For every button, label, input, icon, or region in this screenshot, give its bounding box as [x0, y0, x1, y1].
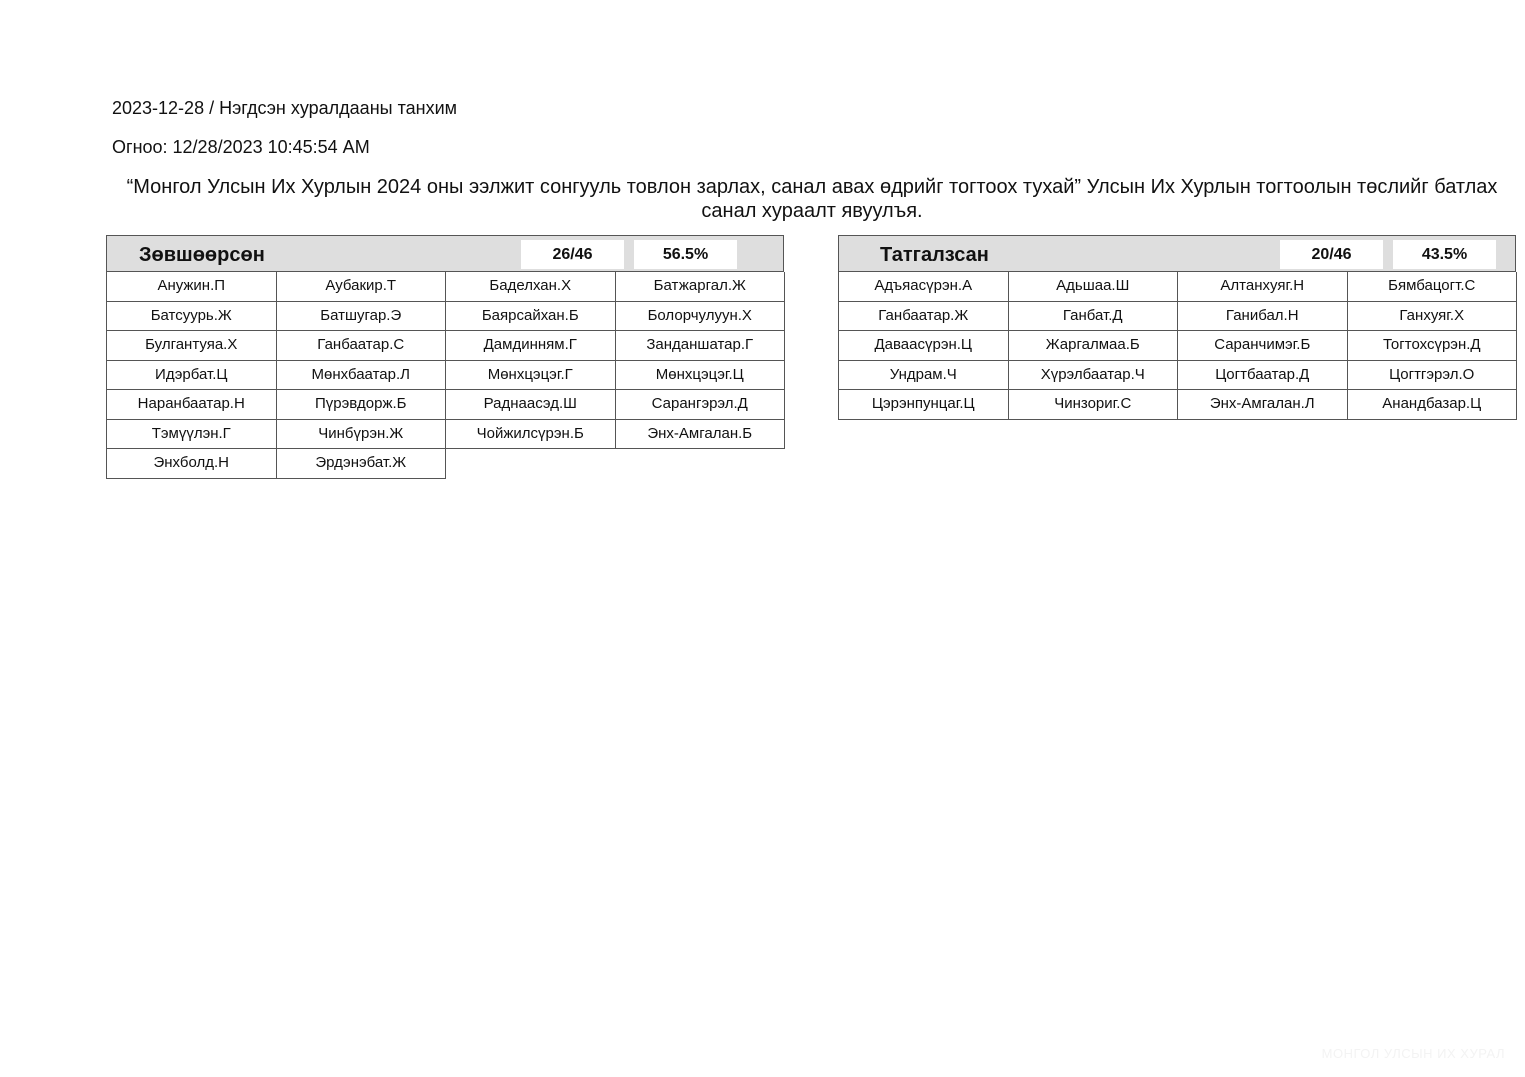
approved-name-cell: Энхболд.Н — [107, 449, 277, 479]
approved-percent: 56.5% — [634, 240, 737, 269]
rejected-label: Татгалзсан — [880, 244, 989, 266]
rejected-name-cell: Цэрэнпунцаг.Ц — [839, 390, 1009, 420]
rejected-name-cell: Цогтгэрэл.О — [1348, 361, 1518, 391]
approved-name-cell: Булгантуяа.Х — [107, 331, 277, 361]
rejected-name-cell: Даваасүрэн.Ц — [839, 331, 1009, 361]
approved-name-cell: Занданшатар.Г — [616, 331, 786, 361]
approved-name-cell: Ганбаатар.С — [277, 331, 447, 361]
approved-count: 26/46 — [521, 240, 624, 269]
approved-name-cell: Болорчулуун.Х — [616, 302, 786, 332]
rejected-name-cell: Алтанхуяг.Н — [1178, 272, 1348, 302]
rejected-count: 20/46 — [1280, 240, 1383, 269]
rejected-name-cell: Жаргалмаа.Б — [1009, 331, 1179, 361]
approved-name-cell: Баярсайхан.Б — [446, 302, 616, 332]
approved-name-cell: Мөнхцэцэг.Г — [446, 361, 616, 391]
approved-name-cell: Тэмүүлэн.Г — [107, 420, 277, 450]
session-date-hall: 2023-12-28 / Нэгдсэн хуралдааны танхим — [112, 98, 457, 118]
approved-name-cell: Наранбаатар.Н — [107, 390, 277, 420]
approved-name-cell: Энх-Амгалан.Б — [616, 420, 786, 450]
rejected-name-cell: Энх-Амгалан.Л — [1178, 390, 1348, 420]
rejected-name-cell: Адъяасүрэн.А — [839, 272, 1009, 302]
approved-header — [106, 235, 784, 272]
rejected-header — [838, 235, 1516, 272]
approved-name-cell: Эрдэнэбат.Ж — [277, 449, 447, 479]
approved-panel — [106, 235, 784, 479]
rejected-name-cell: Ганхуяг.Х — [1348, 302, 1518, 332]
rejected-name-cell: Цогтбаатар.Д — [1178, 361, 1348, 391]
approved-name-cell: Сарангэрэл.Д — [616, 390, 786, 420]
rejected-name-cell: Ганибал.Н — [1178, 302, 1348, 332]
vote-title: “Монгол Улсын Их Хурлын 2024 оны ээлжит сонгууль товлон зарлах, санал авах өдрийг тогтоох тухай” Улсын Их Хурлын тогтоолын төслийг батлах санал хураалт явуулъя. — [126, 176, 1498, 222]
approved-name-cell: Пүрэвдорж.Б — [277, 390, 447, 420]
approved-name-cell: Анужин.П — [107, 272, 277, 302]
approved-names-grid — [106, 272, 784, 479]
rejected-name-cell: Ганбаатар.Ж — [839, 302, 1009, 332]
rejected-name-cell: Ганбат.Д — [1009, 302, 1179, 332]
rejected-name-cell: Саранчимэг.Б — [1178, 331, 1348, 361]
rejected-name-cell: Тогтохсүрэн.Д — [1348, 331, 1518, 361]
rejected-name-cell: Адьшаа.Ш — [1009, 272, 1179, 302]
rejected-name-cell: Хүрэлбаатар.Ч — [1009, 361, 1179, 391]
vote-datetime: Огноо: 12/28/2023 10:45:54 AM — [112, 137, 370, 157]
rejected-name-cell: Чинзориг.С — [1009, 390, 1179, 420]
approved-name-cell: Аубакир.Т — [277, 272, 447, 302]
approved-label: Зөвшөөрсөн — [139, 244, 265, 266]
approved-name-cell: Батшугар.Э — [277, 302, 447, 332]
approved-name-cell: Мөнхбаатар.Л — [277, 361, 447, 391]
approved-name-cell: Чойжилсүрэн.Б — [446, 420, 616, 450]
rejected-panel — [838, 235, 1516, 420]
rejected-names-grid — [838, 272, 1516, 420]
watermark: МОНГОЛ УЛСЫН ИХ ХУРАЛ — [1321, 1046, 1505, 1061]
approved-name-cell: Чинбүрэн.Ж — [277, 420, 447, 450]
rejected-name-cell: Анандбазар.Ц — [1348, 390, 1518, 420]
rejected-percent: 43.5% — [1393, 240, 1496, 269]
approved-name-cell: Мөнхцэцэг.Ц — [616, 361, 786, 391]
approved-name-cell: Баделхан.Х — [446, 272, 616, 302]
approved-name-cell: Батжаргал.Ж — [616, 272, 786, 302]
rejected-name-cell: Бямбацогт.С — [1348, 272, 1518, 302]
approved-name-cell: Идэрбат.Ц — [107, 361, 277, 391]
approved-name-cell: Раднаасэд.Ш — [446, 390, 616, 420]
approved-name-cell: Дамдинням.Г — [446, 331, 616, 361]
approved-name-cell: Батсуурь.Ж — [107, 302, 277, 332]
rejected-name-cell: Ундрам.Ч — [839, 361, 1009, 391]
